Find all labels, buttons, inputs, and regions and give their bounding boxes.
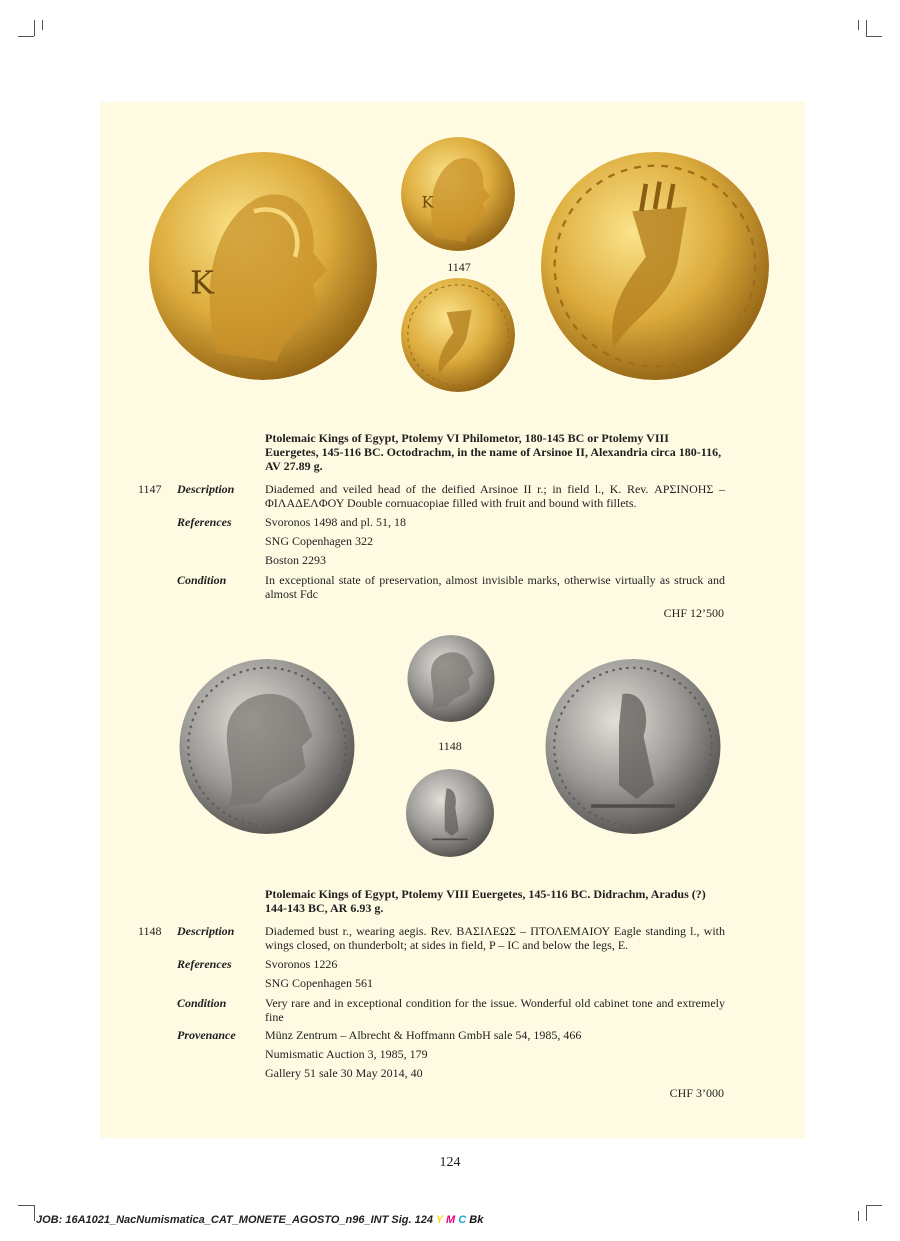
crop-mark — [18, 36, 34, 37]
reference-item: Boston 2293 — [265, 553, 327, 567]
gold-coin-obverse-veiled-head-icon — [149, 152, 377, 380]
reference-item: Svoronos 1498 and pl. 51, 18 — [265, 515, 406, 529]
gold-coin-obverse-small-icon — [401, 137, 515, 251]
crop-mark — [858, 20, 859, 30]
silver-coin-reverse-small-icon — [404, 769, 496, 857]
job-text: JOB: 16A1021_NacNumismatica_CAT_MONETE_AGOSTO_n96_INT Sig. 124 — [36, 1214, 433, 1226]
lot-number: 1147 — [138, 482, 162, 496]
provenance-item: Münz Zentrum – Albrecht & Hoffmann GmbH sale 54, 1985, 466 — [265, 1028, 582, 1042]
crop-mark — [858, 1211, 859, 1221]
lot-number-label: 1148 — [438, 739, 462, 753]
lot-number: 1148 — [138, 924, 162, 938]
description-text: Diademed and veiled head of the deified Arsinoe II r.; in field l., K. Rev. ΑΡΣΙΝΟΗΣ – ΦΙΛΑΔΕΛΦΟΥ Double cornuacopiae filled with fruit and bound with fillets. — [265, 482, 725, 510]
svg-text:K: K — [421, 192, 434, 212]
reference-item: SNG Copenhagen 322 — [265, 534, 373, 548]
condition-text: In exceptional state of preservation, almost invisible marks, otherwise virtually as struck and almost Fdc — [265, 573, 725, 601]
description-text: Diademed bust r., wearing aegis. Rev. ΒΑΣΙΛΕΩΣ – ΠΤΟΛΕΜΑΙΟΥ Eagle standing l., with wings closed, on thunderbolt; at sides in field, P – IC and below the legs, E. — [265, 924, 725, 952]
svg-text:K: K — [190, 263, 214, 302]
reference-item: SNG Copenhagen 561 — [265, 976, 373, 990]
print-job-footer — [36, 1214, 483, 1226]
description-label: Description — [177, 482, 235, 496]
crop-mark — [34, 1205, 35, 1221]
silver-coin-obverse-small-icon — [405, 635, 497, 722]
condition-label: Condition — [177, 996, 227, 1010]
lot-title: Ptolemaic Kings of Egypt, Ptolemy VIII Euergetes, 145-116 BC. Didrachm, Aradus (?) 144-143 BC, AR 6.93 g. — [265, 887, 706, 915]
crop-mark — [866, 20, 867, 36]
page-number: 124 — [439, 1155, 461, 1170]
description-label: Description — [177, 924, 235, 938]
references-label: References — [177, 957, 232, 971]
gold-coin-reverse-cornucopiae-icon — [541, 150, 769, 382]
references-label: References — [177, 515, 232, 529]
provenance-item: Gallery 51 sale 30 May 2014, 40 — [265, 1066, 423, 1080]
crop-mark — [866, 36, 882, 37]
crop-mark — [866, 1205, 867, 1221]
lot-price: CHF 3’000 — [669, 1086, 724, 1100]
gold-coin-reverse-small-icon — [401, 278, 515, 392]
crop-mark — [18, 1205, 34, 1206]
ink-magenta: M — [446, 1214, 456, 1226]
condition-text: Very rare and in exceptional condition for the issue. Wonderful old cabinet tone and extremely fine — [265, 996, 725, 1024]
silver-coin-obverse-bust-icon — [176, 659, 358, 834]
ink-cyan: C — [458, 1214, 467, 1226]
lot-price: CHF 12’500 — [663, 606, 724, 620]
reference-item: Svoronos 1226 — [265, 957, 338, 971]
lot-title: Ptolemaic Kings of Egypt, Ptolemy VI Philometor, 180-145 BC or Ptolemy VIII Euergetes, 145-116 BC. Octodrachm, in the name of Arsinoe II, Alexandria circa 180-116, AV 27.89 g. — [265, 431, 722, 473]
crop-mark — [866, 1205, 882, 1206]
silver-coin-reverse-eagle-icon — [543, 659, 723, 834]
condition-label: Condition — [177, 573, 227, 587]
crop-mark — [42, 20, 43, 30]
provenance-item: Numismatic Auction 3, 1985, 179 — [265, 1047, 428, 1061]
ink-yellow: Y — [435, 1214, 443, 1226]
provenance-label: Provenance — [177, 1028, 236, 1042]
crop-mark — [34, 20, 35, 36]
lot-number-label: 1147 — [447, 260, 471, 274]
ink-black: Bk — [469, 1214, 484, 1226]
